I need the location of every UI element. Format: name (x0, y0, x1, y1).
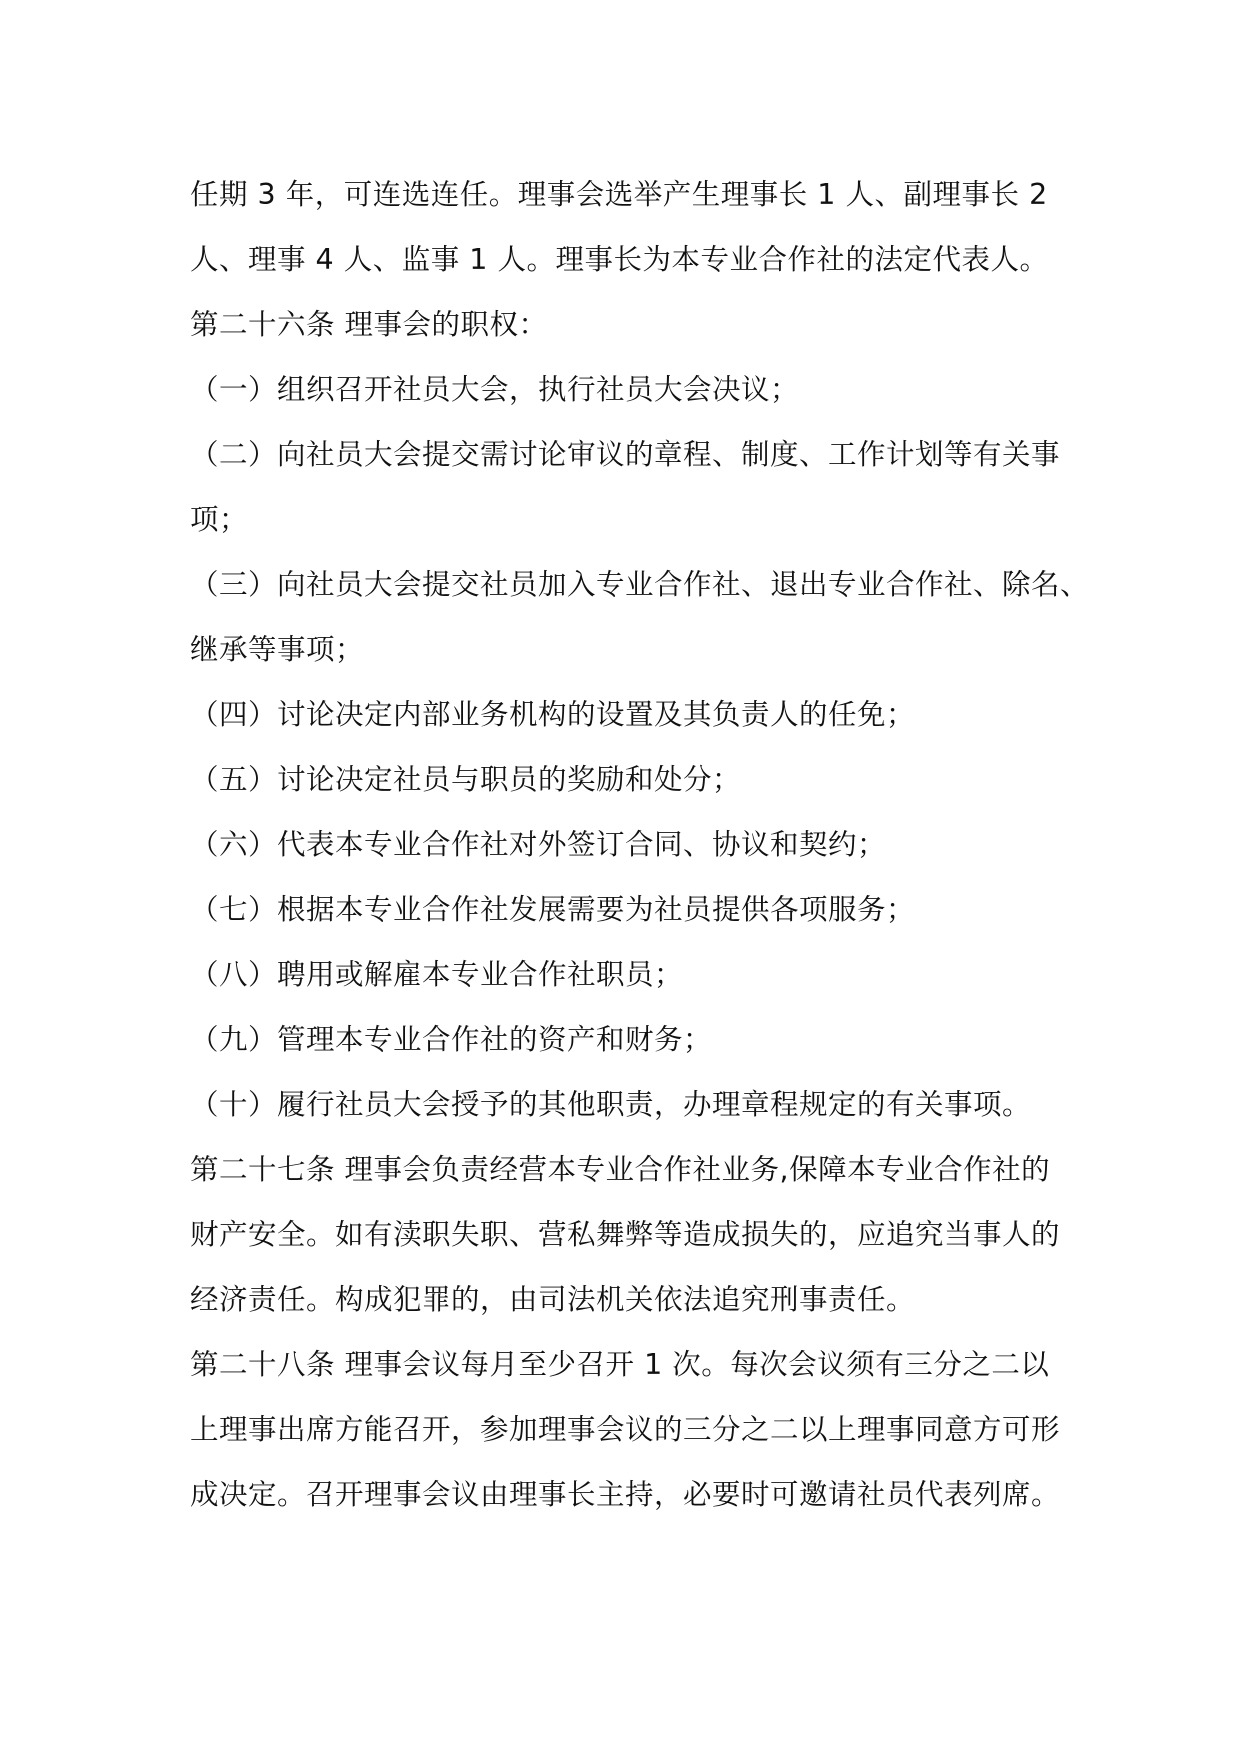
text-line: 财产安全。如有渎职失职、营私舞弊等造成损失的，应追究当事人的 (190, 1218, 1061, 1251)
article-heading: 第二十六条 理事会的职权： (190, 308, 548, 341)
list-item: （五）讨论决定社员与职员的奖励和处分； (190, 763, 742, 796)
text-line: 成决定。召开理事会议由理事长主持，必要时可邀请社员代表列席。 (190, 1478, 1061, 1511)
list-item: （七）根据本专业合作社发展需要为社员提供各项服务； (190, 893, 916, 926)
list-item: （十）履行社员大会授予的其他职责，办理章程规定的有关事项。 (190, 1088, 1032, 1121)
list-item: （六）代表本专业合作社对外签订合同、协议和契约； (190, 828, 887, 861)
document-body (190, 162, 1090, 1527)
text-line: 任期 3 年，可连选连任。理事会选举产生理事长 1 人、副理事长 2 (190, 178, 1048, 211)
text-line: 人、理事 4 人、监事 1 人。理事长为本专业合作社的法定代表人。 (190, 243, 1049, 276)
list-item: （一）组织召开社员大会，执行社员大会决议； (190, 373, 800, 406)
list-item: （四）讨论决定内部业务机构的设置及其负责人的任免； (190, 698, 916, 731)
list-item: （八）聘用或解雇本专业合作社职员； (190, 958, 684, 991)
list-item: （三）向社员大会提交社员加入专业合作社、退出专业合作社、除名、 (190, 568, 1090, 601)
text-line: 上理事出席方能召开，参加理事会议的三分之二以上理事同意方可形 (190, 1413, 1061, 1446)
list-item: （二）向社员大会提交需讨论审议的章程、制度、工作计划等有关事 (190, 438, 1061, 471)
text-line: 经济责任。构成犯罪的，由司法机关依法追究刑事责任。 (190, 1283, 916, 1316)
list-item: （九）管理本专业合作社的资产和财务； (190, 1023, 713, 1056)
text-line: 继承等事项； (190, 633, 365, 666)
article-heading: 第二十八条 理事会议每月至少召开 1 次。每次会议须有三分之二以 (190, 1348, 1050, 1381)
article-heading: 第二十七条 理事会负责经营本专业合作社业务,保障本专业合作社的 (190, 1153, 1051, 1186)
text-line: 项； (190, 503, 249, 536)
